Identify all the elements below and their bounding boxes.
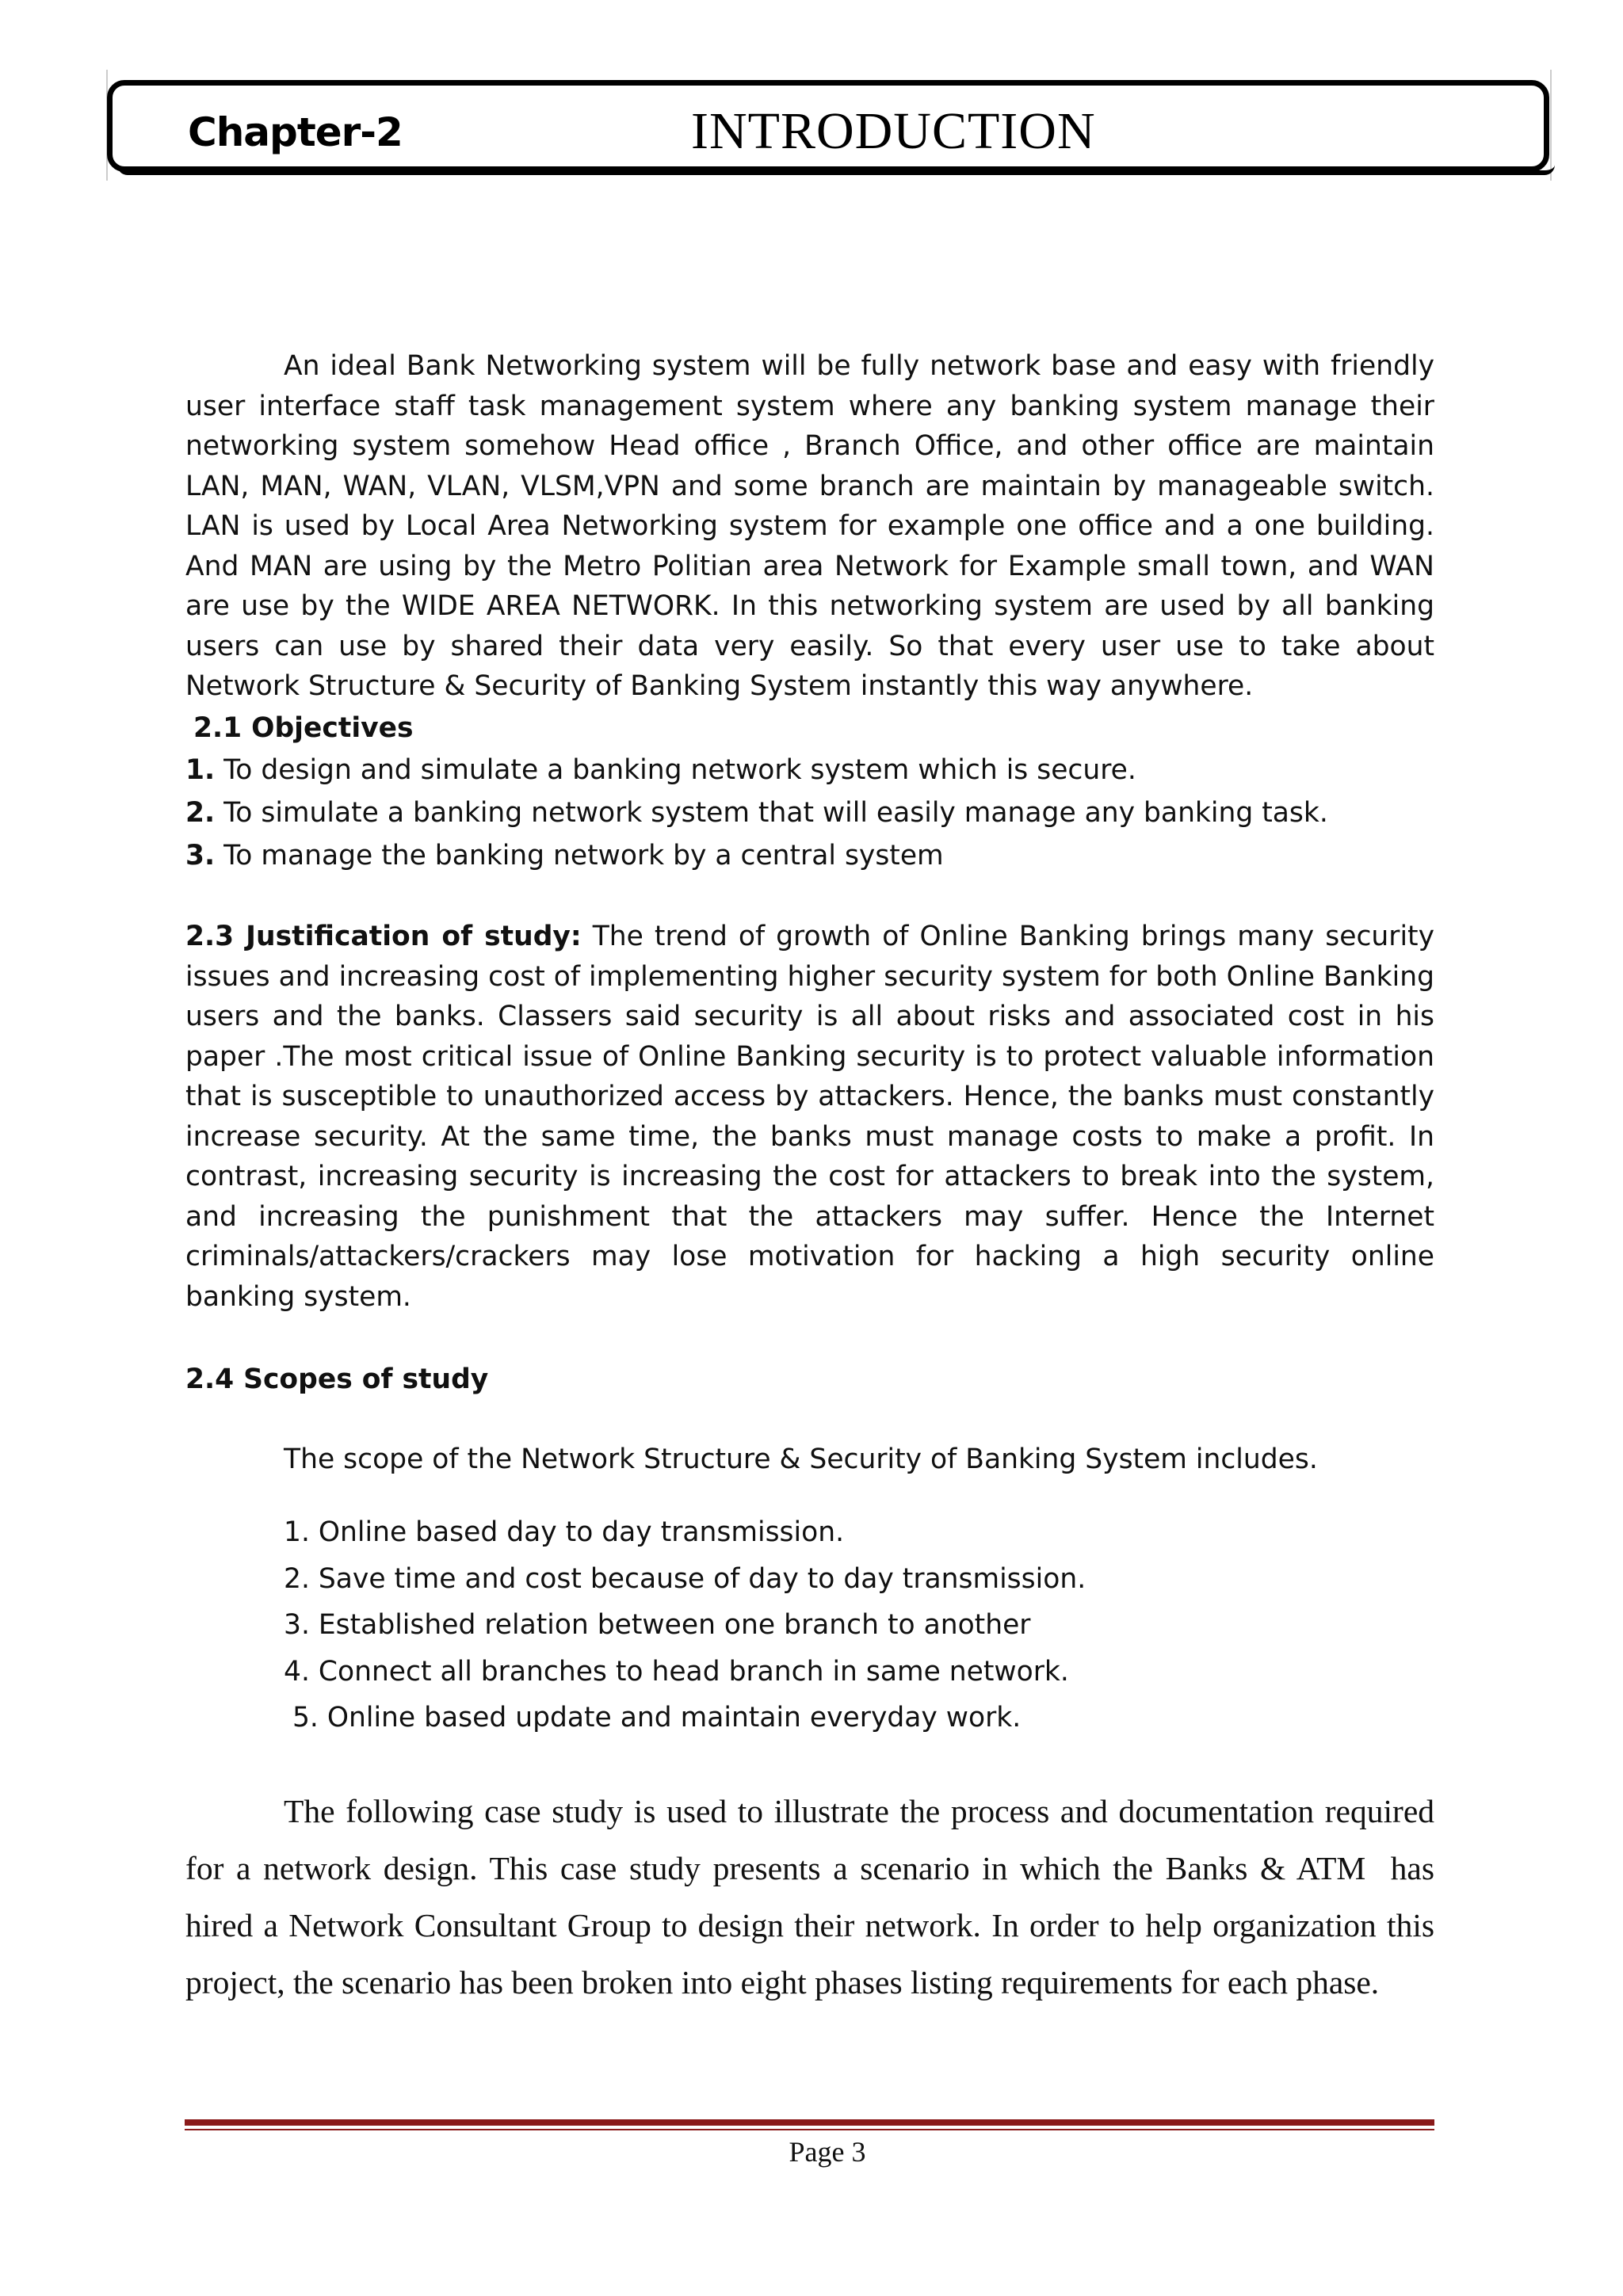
objective-item-2 <box>185 791 1434 834</box>
objective-text: To simulate a banking network system that will easily manage any banking task. <box>215 796 1328 829</box>
scope-item: 4. Connect all branches to head branch in same network. <box>284 1655 1069 1688</box>
justification-paragraph <box>185 917 1434 1317</box>
chapter-header-box <box>107 80 1549 172</box>
case-study-section <box>185 1783 1443 2011</box>
page-number <box>0 2135 1623 2168</box>
page-number-label: Page 3 <box>789 2136 866 2168</box>
scope-item: 5. Online based update and maintain everyday work. <box>284 1702 1022 1733</box>
scopes-heading: 2.4 Scopes of study <box>185 1363 489 1395</box>
objective-item-1 <box>185 749 1434 791</box>
footer-rule <box>185 2119 1434 2126</box>
objective-text: To design and simulate a banking network system which is secure. <box>215 753 1136 786</box>
scope-item: 3. Established relation between one branch to another <box>284 1609 1031 1641</box>
intro-paragraph <box>185 346 1434 707</box>
scope-item: 1. Online based day to day transmission. <box>284 1516 845 1548</box>
scopes-list <box>185 1509 1434 1741</box>
objectives-heading: 2.1 Objectives <box>193 712 414 744</box>
page-edge-mark-right <box>1550 70 1552 181</box>
scopes-intro: The scope of the Network Structure & Security of Banking System includes. <box>284 1443 1318 1475</box>
objective-item-3 <box>185 834 1434 877</box>
justification-heading: 2.3 Justification of study: <box>185 921 582 952</box>
case-study-paragraph: The following case study is used to illustrate the process and documentation required for a network design. This case study presents a scenario in which the Banks & ATM has hired a Network Consultant Group to design their network. In order to help organization this project, the scenario has been broken into eight phases listing requirements for each phase. <box>185 1793 1443 2000</box>
chapter-title: INTRODUCTION <box>691 102 1096 160</box>
objective-number: 1. <box>185 753 216 786</box>
intro-text: An ideal Bank Networking system will be fully network base and easy with friendly user interface staff task management system where any banking system manage their networking system somehow Head office , Branch Office, and other office are maintain LAN, MAN, WAN, VLAN, VLSM,VPN and some branch are maintain by manageable switch. LAN is used by Local Area Networking system for example one office and a one building. And MAN are using by the Metro Politian area Network for Example small town, and WAN are use by the WIDE AREA NETWORK. In this networking system are used by all banking users can use by shared their data very easily. So that every user use to take about Network Structure & Security of Banking System instantly this way anywhere. <box>185 350 1434 702</box>
justification-section <box>185 917 1434 1317</box>
scopes-section <box>185 1360 1434 1741</box>
objective-text: To manage the banking network by a central system <box>215 839 944 871</box>
chapter-label: Chapter-2 <box>188 109 403 155</box>
objectives-section <box>185 708 1434 877</box>
justification-text: The trend of growth of Online Banking brings many security issues and increasing cost of implementing higher security system for both Online Banking users and the banks. Classers said security is all about risks and associated cost in his paper .The most critical issue of Online Banking security is to protect valuable information that is susceptible to unauthorized access by attackers. Hence, the banks must constantly increase security. At the same time, the banks must manage costs to make a profit. In contrast, increasing security is increasing the cost for attackers to break into the system, and increasing the punishment that the attackers may suffer. Hence the Internet criminals/attackers/crackers may lose motivation for hacking a high security online banking system. <box>185 921 1434 1313</box>
objective-number: 2. <box>185 796 216 829</box>
footer-rule-thin <box>185 2129 1434 2130</box>
objective-number: 3. <box>185 839 216 871</box>
scope-item: 2. Save time and cost because of day to day transmission. <box>284 1562 1086 1595</box>
